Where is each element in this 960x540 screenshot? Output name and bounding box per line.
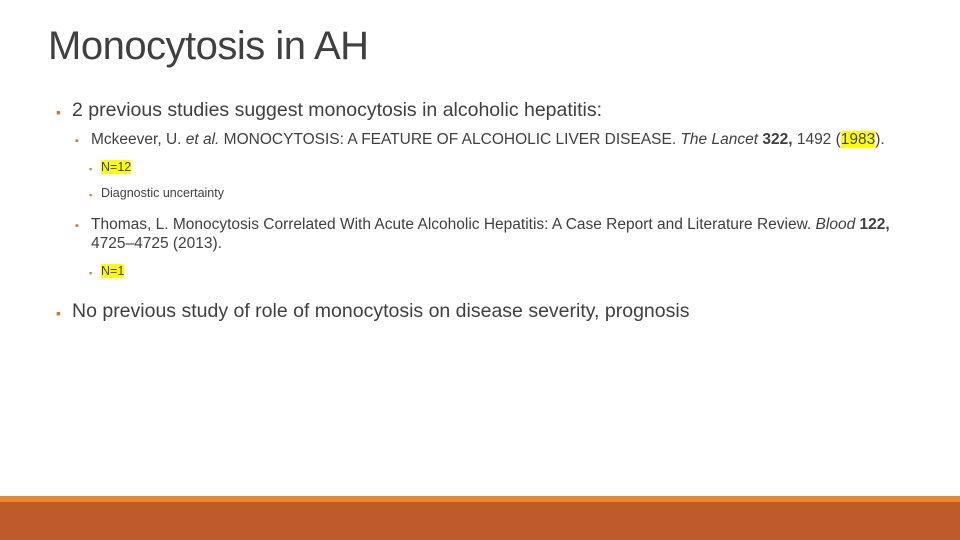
- subpoint-diagnostic: [89, 185, 936, 201]
- subpoint-n12: [89, 159, 936, 175]
- ref-pages: 1492 (: [792, 131, 841, 148]
- ref-end: 4725–4725 (2013).: [91, 235, 223, 252]
- slide-content: [56, 98, 936, 331]
- ref-title: MONOCYTOSIS: A FEATURE OF ALCOHOLIC LIVER DISEASE.: [219, 131, 681, 148]
- ref-etal: et al.: [185, 131, 220, 148]
- ref-journal: The Lancet: [680, 131, 759, 148]
- subpoint-text: Diagnostic uncertainty: [101, 186, 224, 200]
- footer-bar: [0, 502, 960, 540]
- ref-year-highlight: 1983: [840, 131, 876, 148]
- ref-text: Thomas, L. Monocytosis Correlated With Acute Alcoholic Hepatitis: A Case Report and Literature Review.: [91, 216, 816, 233]
- square-bullet-icon: ▪: [75, 220, 79, 232]
- square-bullet-icon: ▪: [89, 164, 93, 174]
- ref-end: ).: [875, 131, 885, 148]
- subpoint-n1: [89, 263, 936, 279]
- square-bullet-icon: ▪: [89, 268, 93, 278]
- bullet-point-no-study: [56, 299, 936, 323]
- subpoint-text-highlight: N=12: [101, 160, 132, 174]
- ref-volume: 122,: [855, 216, 890, 233]
- slide-title: Monocytosis in AH: [48, 24, 369, 68]
- reference-mckeever: [75, 130, 936, 149]
- square-bullet-icon: ▪: [75, 135, 79, 147]
- bullet-point-studies: [56, 98, 936, 122]
- square-bullet-icon: ▪: [56, 305, 61, 321]
- ref-volume: 322,: [758, 131, 793, 148]
- square-bullet-icon: ▪: [89, 190, 93, 200]
- bullet-text: 2 previous studies suggest monocytosis in alcoholic hepatitis:: [72, 99, 603, 121]
- subpoint-text-highlight: N=1: [101, 264, 125, 278]
- square-bullet-icon: ▪: [56, 104, 61, 120]
- ref-authors: Mckeever, U.: [91, 131, 186, 148]
- reference-thomas: [75, 215, 936, 253]
- ref-journal: Blood: [815, 216, 856, 233]
- bullet-text: No previous study of role of monocytosis on disease severity, prognosis: [72, 300, 690, 322]
